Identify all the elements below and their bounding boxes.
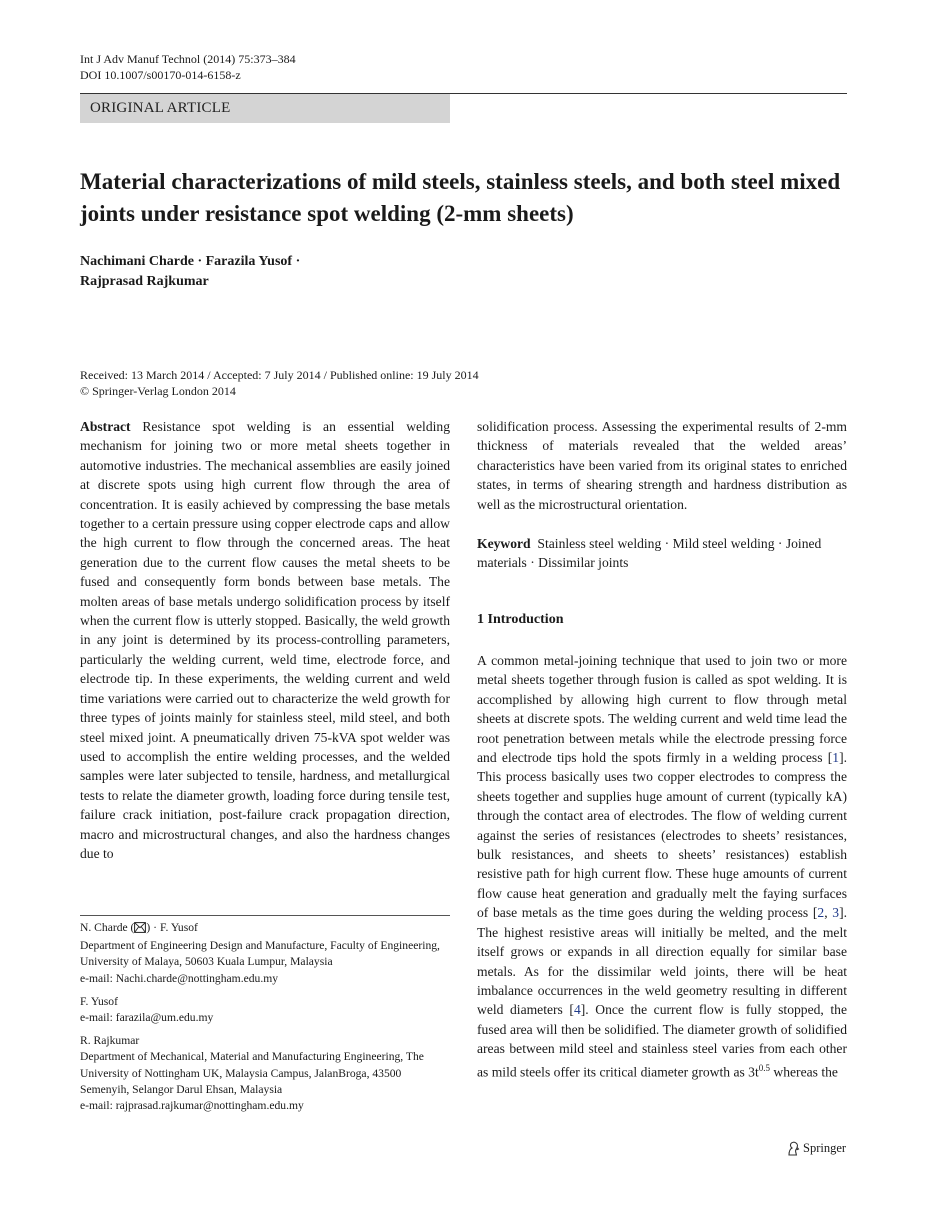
received-line: Received: 13 March 2014 / Accepted: 7 July 2014 / Published online: 19 July 2014 [80, 368, 479, 382]
intro-text-2: ]. This process basically uses two copper electrodes to compress the sheets together and supplies huge amount of current (typically kA) through the contact area of electrodes. The flow of welding current against the series of resistances (electrodes to sheets’ resistances, bulk resistances, and sheets to sheets’ resistances) establish resistive path for high current flow. These huge amounts of current flow cause heat generation and gradually melt the faying surfaces of base metals as the time goes during the welding process [ [477, 750, 847, 921]
authors-line-2: Rajprasad Rajkumar [80, 274, 209, 289]
ref-link-3[interactable]: 3 [832, 905, 840, 921]
affiliation-3-name: R. Rajkumar [80, 1034, 140, 1048]
affiliation-3-email[interactable]: e-mail: rajprasad.rajkumar@nottingham.edu.my [80, 1099, 304, 1113]
section-bar [80, 94, 450, 123]
affiliation-1-dept: Department of Engineering Design and Manufacture, Faculty of Engineering, University of Malaya, 50603 Kuala Lumpur, Malaysia [80, 939, 440, 969]
ref-link-4[interactable]: 4 [573, 1002, 581, 1018]
affiliation-3-dept: Department of Mechanical, Material and Manufacturing Engineering, The University of Nottingham UK, Malaysia Campus, JalanBroga, 43500 Semenyih, Selangor Darul Ehsan, Malaysia [80, 1050, 424, 1096]
intro-body [477, 651, 847, 1081]
abstract [80, 417, 450, 863]
affiliation-1 [80, 920, 450, 987]
ref-separator: , [824, 905, 833, 921]
author-1-name-prefix: N. Charde ( [80, 921, 135, 934]
affiliations [80, 920, 450, 1121]
ref-link-2[interactable]: 2 [817, 905, 825, 921]
affiliation-2-email[interactable]: e-mail: farazila@um.edu.my [80, 1011, 214, 1025]
author-list [80, 252, 480, 292]
journal-citation [80, 51, 296, 83]
affiliation-2 [80, 994, 450, 1026]
abstract-label: Abstract [80, 419, 131, 434]
footnote-rule [80, 915, 450, 916]
keywords [477, 534, 847, 573]
abstract-continuation [477, 417, 847, 514]
publisher-logo [786, 1141, 846, 1156]
intro-text-3: ]. The highest resistive areas will initially be melted, and the melt itself grows or expands in all direction equally for similar base metals. As for the dissimilar weld joints, there will be heat imbalance occurrences in the weld geometry resulting in different weld diameters [ [477, 905, 848, 1018]
exponent: 0.5 [758, 1062, 770, 1073]
springer-horse-icon [786, 1141, 800, 1156]
publisher-name: Springer [803, 1141, 847, 1155]
keyword-text: Stainless steel welding · Mild steel welding · Joined materials · Dissimilar joints [477, 536, 822, 571]
author-1-name-suffix: ) · F. Yusof [146, 921, 198, 934]
affiliation-1-email[interactable]: e-mail: Nachi.charde@nottingham.edu.my [80, 971, 279, 985]
affiliation-2-name: F. Yusof [80, 994, 118, 1008]
journal-line: Int J Adv Manuf Technol (2014) 75:373–384 [80, 52, 296, 66]
section-label: ORIGINAL ARTICLE [90, 100, 231, 116]
publication-dates [80, 367, 580, 399]
authors-line-1: Nachimani Charde · Farazila Yusof · [80, 254, 301, 269]
intro-text-5: whereas the [770, 1064, 838, 1080]
intro-heading: 1 Introduction [477, 612, 564, 627]
affiliation-3 [80, 1033, 450, 1114]
abstract-continuation-text: solidification process. Assessing the experimental results of 2-mm thickness of materials revealed that the welded areas’ characteristics have been varied from its original states to enriched states, in terms of shearing strength and hardness distribution as well as the microstructural orientation. [477, 419, 847, 512]
keyword-label: Keyword [477, 536, 531, 551]
doi-line: DOI 10.1007/s00170-014-6158-z [80, 68, 241, 82]
intro-text-4: ]. Once the current flow is fully stopped, the fused area will then be solidified. The diameter growth of solidified areas between mild steel and stainless steel varies from each other as mild steels offer its critical diameter growth as 3t [477, 1002, 847, 1080]
ref-link-1[interactable]: 1 [832, 750, 840, 766]
article-title: Material characterizations of mild steels, stainless steels, and both steel mixed joints under resistance spot welding (2-mm sheets) [80, 169, 841, 226]
envelope-icon[interactable] [134, 922, 146, 938]
copyright-line: © Springer-Verlag London 2014 [80, 384, 236, 398]
intro-text-1: A common metal-joining technique that used to join two or more metal sheets together through fusion is called as spot welding. It is accomplished by allowing high current to flow through metal sheets at discrete spots. The welding current and weld time lead the root penetration between metals while the electrode pressing force and electrode tips hold the spots firmly in a welding process [ [477, 653, 847, 766]
abstract-text: Resistance spot welding is an essential welding mechanism for joining two or more metal sheets together in automotive industries. The mechanical assemblies are easily joined at discrete spots using high current flow through the area of concentration. It is easily achieved by compressing the base metals together to a certain pressure using copper electrode caps and allow the high current to flow through the concerned areas. The heat generation due to the current flow causes the metal sheets to be fused and consequently form bonds between base metals. The molten areas of base metals undergo solidification process by itself when the current flow is utterly stopped. Basically, the weld growth in any joint is determined by its process-controlling parameters, particularly the welding current, weld time, electrode force, and electrode tip. In these experiments, the welding current and weld time variations were carried out to characterize the weld growth for three types of joints mainly for stainless steel, mild steel, and both steel mixed joint. A pneumatically driven 75-kVA spot welder was used to accomplish the entire welding processes, and the welded samples were later subjected to tensile, hardness, and metallurgical tests to relate the diameter growth, loading force during tensile test, failure crack initiation, post-failure crack propagation direction, macro and microstructural changes, and also the hardness changes due to [80, 419, 450, 861]
